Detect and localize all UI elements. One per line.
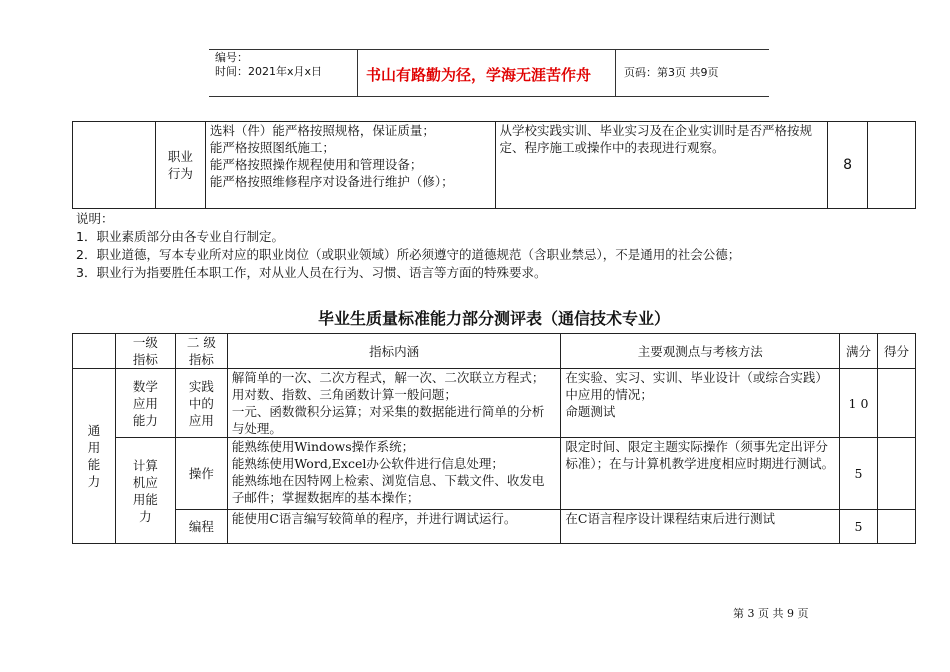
table-row [73, 369, 916, 438]
header-time: 时间：2021年x月x日 [215, 65, 323, 78]
table1-method: 从学校实践实训、毕业实习及在企业实训时是否严格按规定、程序施工或操作中的表现进行观察。 [495, 122, 828, 209]
notes-heading: 说明： [76, 211, 114, 226]
row2-method: 限定时间、限定主题实际操作（须事先定出评分标准）；在与计算机教学进度相应时期进行测试。 [561, 438, 840, 510]
row2-level2: 操作 [175, 438, 227, 510]
note-item-1: 1．职业素质部分由各专业自行制定。 [76, 229, 284, 244]
table1-empty-cell [73, 122, 156, 209]
row1-level2: 实践 中的 应用 [175, 369, 227, 438]
row2-content: 能熟练使用Windows操作系统； 能熟练使用Word,Excel办公软件进行信息处理； 能熟练地在因特网上检索、浏览信息、下载文件、收发电子邮件；掌握数据库的基本操作； [227, 438, 561, 510]
table1-category: 职业 行为 [155, 122, 205, 209]
row2-level1: 计算 机应 用能 力 [115, 438, 175, 544]
row2-full-score: 5 [840, 438, 878, 510]
row1-level1: 数学 应用 能力 [115, 369, 175, 438]
header-got-score: 得分 [877, 334, 915, 369]
header-full-score: 满分 [840, 334, 878, 369]
header-method: 主要观测点与考核方法 [561, 334, 840, 369]
header-bottom-rule [209, 96, 769, 97]
header-motto: 书山有路勤为径，学海无涯苦作舟 [366, 66, 592, 84]
professional-behavior-table [72, 121, 916, 209]
header-content: 指标内涵 [227, 334, 561, 369]
table-row [73, 510, 916, 544]
row1-got-score [877, 369, 915, 438]
header-separator-right [615, 49, 616, 96]
header-level2: 二 级 指标 [175, 334, 227, 369]
table1-score: 8 [828, 122, 868, 209]
notes-section [76, 210, 740, 282]
row3-level2: 编程 [175, 510, 227, 544]
header-top-rule [209, 49, 769, 50]
header-page-code: 页码：第3页 共9页 [624, 66, 719, 79]
row1-full-score: 1 0 [840, 369, 878, 438]
row3-got-score [877, 510, 915, 544]
row1-method: 在实验、实习、实训、毕业设计（或综合实践）中应用的情况； 命题测试 [561, 369, 840, 438]
ability-table-title: 毕业生质量标准能力部分测评表（通信技术专业） [317, 309, 670, 328]
note-item-2: 2．职业道德，写本专业所对应的职业岗位（或职业领域）所必须遵守的道德规范（含职业禁忌），不是通用的社会公德； [76, 247, 741, 262]
page-footer: 第 3 页 共 9 页 [733, 607, 809, 620]
row2-got-score [877, 438, 915, 510]
group-general-ability: 通 用 能 力 [73, 369, 116, 544]
note-item-3: 3．职业行为指要胜任本职工作，对从业人员在行为、习惯、语言等方面的特殊要求。 [76, 265, 547, 280]
row3-full-score: 5 [840, 510, 878, 544]
table-row [73, 438, 916, 510]
table1-requirements: 选料（件）能严格按照规格，保证质量； 能严格按照图纸施工； 能严格按照操作规程使用和管理设备； 能严格按照维修程序对设备进行维护（修）； [205, 122, 495, 209]
row3-content: 能使用C语言编写较简单的程序，并进行调试运行。 [227, 510, 561, 544]
table2-header-corner [73, 334, 116, 369]
row1-content: 解简单的一次、二次方程式，解一次、二次联立方程式；用对数、指数、三角函数计算一般问题； 一元、函数微积分运算；对采集的数据能进行简单的分析与处理。 [227, 369, 561, 438]
header-level1: 一级 指标 [115, 334, 175, 369]
ability-evaluation-table [72, 333, 916, 544]
header-separator-left [357, 49, 358, 96]
header-code-label: 编号： [215, 51, 248, 64]
table1-got-score [868, 122, 916, 209]
row3-method: 在C语言程序设计课程结束后进行测试 [561, 510, 840, 544]
